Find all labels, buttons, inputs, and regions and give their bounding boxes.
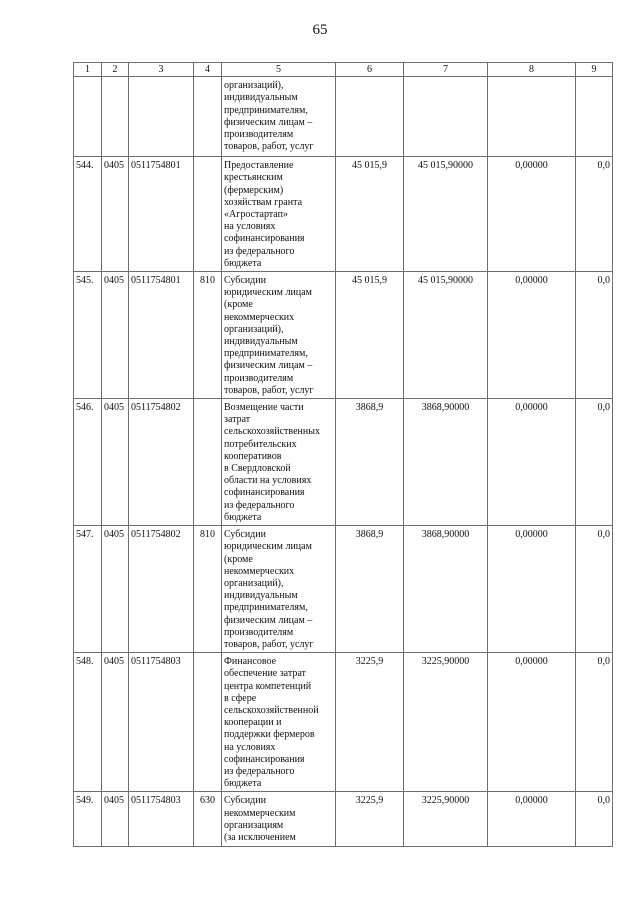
execution-percent-cell: 0,0 — [576, 272, 613, 399]
execution-percent-cell: 0,0 — [576, 653, 613, 792]
table-row — [74, 77, 613, 157]
amount-executed-cell: 3225,90000 — [404, 792, 488, 847]
expense-type-code-cell — [194, 157, 222, 272]
amount-executed-cell: 3225,90000 — [404, 653, 488, 792]
expense-type-code-cell: 630 — [194, 792, 222, 847]
amount-approved-cell: 3225,9 — [336, 792, 404, 847]
row-number-cell: 548. — [74, 653, 102, 792]
amount-approved-cell: 45 015,9 — [336, 157, 404, 272]
amount-remaining-cell: 0,00000 — [488, 272, 576, 399]
row-number-cell: 547. — [74, 526, 102, 653]
section-code-cell — [102, 77, 129, 157]
header-cell: 2 — [102, 63, 129, 77]
row-number-cell: 544. — [74, 157, 102, 272]
amount-approved-cell: 3868,9 — [336, 526, 404, 653]
table-row — [74, 272, 613, 399]
target-article-code-cell: 0511754801 — [129, 272, 194, 399]
table-row — [74, 653, 613, 792]
header-cell: 8 — [488, 63, 576, 77]
target-article-code-cell: 0511754801 — [129, 157, 194, 272]
item-name-cell: Субсидии некоммерческим организациям (за исключением — [222, 792, 336, 847]
item-name-cell: Возмещение части затрат сельскохозяйственных потребительских кооперативов в Свердловской области на условиях софинансирования из федерального бюджета — [222, 399, 336, 526]
amount-executed-cell: 45 015,90000 — [404, 272, 488, 399]
execution-percent-cell — [576, 77, 613, 157]
amount-approved-cell: 3225,9 — [336, 653, 404, 792]
header-cell: 3 — [129, 63, 194, 77]
amount-remaining-cell: 0,00000 — [488, 792, 576, 847]
expense-type-code-cell — [194, 653, 222, 792]
header-cell: 4 — [194, 63, 222, 77]
header-cell: 5 — [222, 63, 336, 77]
section-code-cell: 0405 — [102, 272, 129, 399]
execution-percent-cell: 0,0 — [576, 157, 613, 272]
target-article-code-cell: 0511754803 — [129, 792, 194, 847]
amount-remaining-cell: 0,00000 — [488, 526, 576, 653]
row-number-cell: 549. — [74, 792, 102, 847]
amount-executed-cell: 3868,90000 — [404, 526, 488, 653]
table-row — [74, 399, 613, 526]
execution-percent-cell: 0,0 — [576, 526, 613, 653]
amount-executed-cell: 3868,90000 — [404, 399, 488, 526]
expense-type-code-cell — [194, 399, 222, 526]
item-name-cell: Финансовое обеспечение затрат центра компетенций в сфере сельскохозяйственной кооперации и поддержки фермеров на условиях софинансирования из федерального бюджета — [222, 653, 336, 792]
row-number-cell — [74, 77, 102, 157]
execution-percent-cell: 0,0 — [576, 399, 613, 526]
item-name-cell: организаций), индивидуальным предпринимателям, физическим лицам – производителям товаров, работ, услуг — [222, 77, 336, 157]
amount-approved-cell — [336, 77, 404, 157]
header-cell: 1 — [74, 63, 102, 77]
expense-type-code-cell — [194, 77, 222, 157]
target-article-code-cell: 0511754803 — [129, 653, 194, 792]
section-code-cell: 0405 — [102, 526, 129, 653]
budget-table — [73, 62, 613, 847]
execution-percent-cell: 0,0 — [576, 792, 613, 847]
item-name-cell: Субсидии юридическим лицам (кроме некоммерческих организаций), индивидуальным предпринимателям, физическим лицам – производителям товаров, работ, услуг — [222, 272, 336, 399]
item-name-cell: Предоставление крестьянским (фермерским) хозяйствам гранта «Агростартап» на условиях софинансирования из федерального бюджета — [222, 157, 336, 272]
expense-type-code-cell: 810 — [194, 272, 222, 399]
table-row — [74, 157, 613, 272]
amount-approved-cell: 3868,9 — [336, 399, 404, 526]
amount-remaining-cell: 0,00000 — [488, 399, 576, 526]
section-code-cell: 0405 — [102, 653, 129, 792]
page-number: 65 — [312, 22, 328, 38]
row-number-cell: 545. — [74, 272, 102, 399]
table-row — [74, 526, 613, 653]
header-cell: 7 — [404, 63, 488, 77]
target-article-code-cell: 0511754802 — [129, 399, 194, 526]
amount-remaining-cell — [488, 77, 576, 157]
header-cell: 9 — [576, 63, 613, 77]
row-number-cell: 546. — [74, 399, 102, 526]
amount-remaining-cell: 0,00000 — [488, 157, 576, 272]
header-row — [74, 63, 613, 77]
header-cell: 6 — [336, 63, 404, 77]
target-article-code-cell — [129, 77, 194, 157]
item-name-cell: Субсидии юридическим лицам (кроме некоммерческих организаций), индивидуальным предпринимателям, физическим лицам – производителям товаров, работ, услуг — [222, 526, 336, 653]
amount-executed-cell: 45 015,90000 — [404, 157, 488, 272]
section-code-cell: 0405 — [102, 157, 129, 272]
amount-executed-cell — [404, 77, 488, 157]
table-row — [74, 792, 613, 847]
expense-type-code-cell: 810 — [194, 526, 222, 653]
amount-remaining-cell: 0,00000 — [488, 653, 576, 792]
amount-approved-cell: 45 015,9 — [336, 272, 404, 399]
section-code-cell: 0405 — [102, 399, 129, 526]
section-code-cell: 0405 — [102, 792, 129, 847]
target-article-code-cell: 0511754802 — [129, 526, 194, 653]
